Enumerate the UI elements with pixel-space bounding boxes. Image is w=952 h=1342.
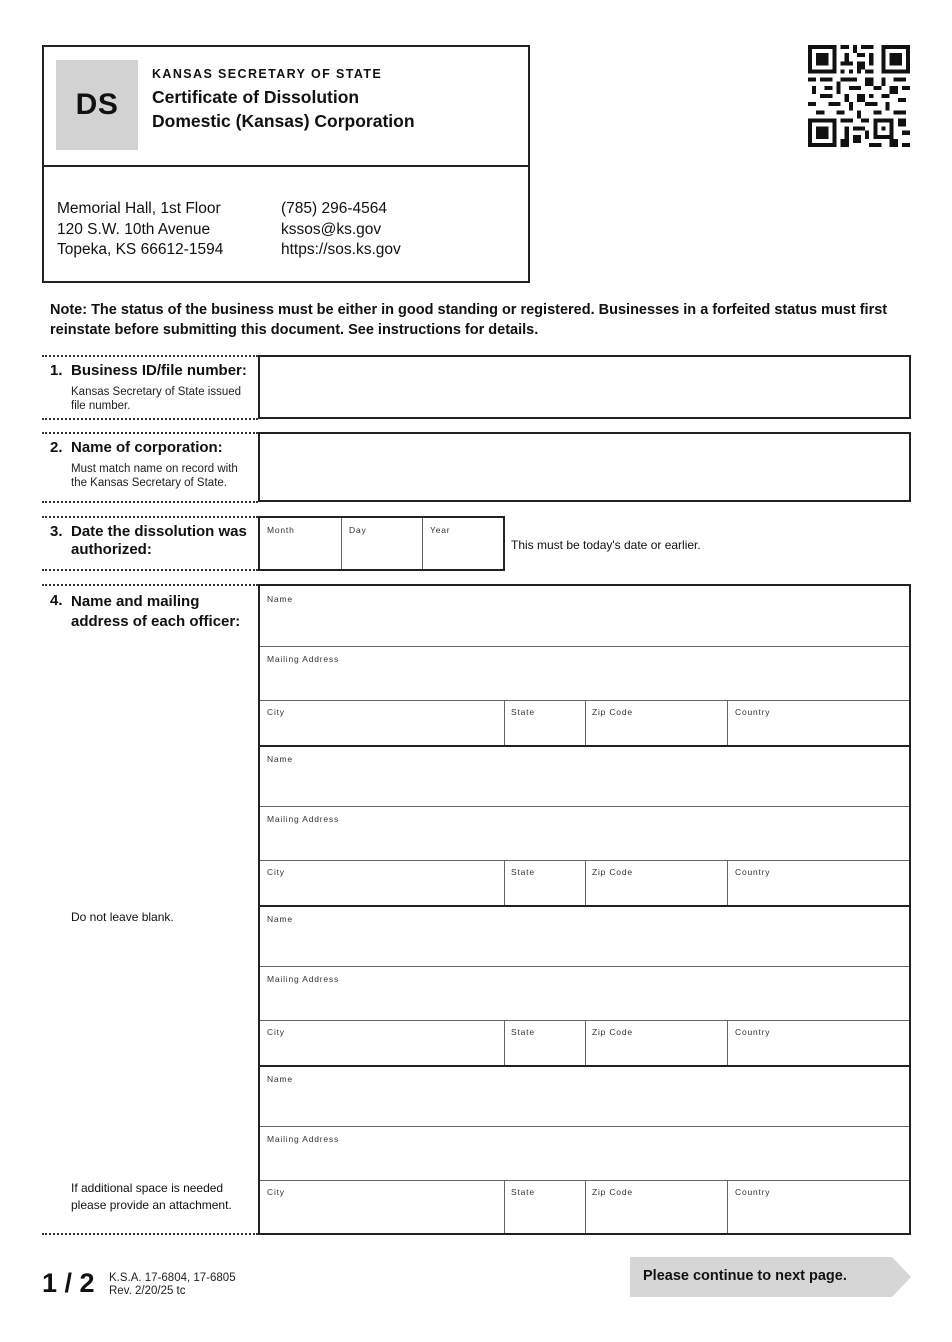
field-label-corporation-name: Name of corporation:	[71, 439, 223, 456]
continue-banner	[630, 1257, 911, 1297]
name-label: Name	[267, 914, 293, 924]
field-label-business-id: Business ID/file number:	[71, 362, 247, 379]
name-label: Name	[267, 1074, 293, 1084]
officer-city-field[interactable]	[260, 700, 504, 746]
zip-code-label: Zip Code	[592, 1027, 633, 1037]
zip-code-label: Zip Code	[592, 707, 633, 717]
city-label: City	[267, 867, 285, 877]
month-field[interactable]	[260, 518, 340, 569]
officer-country-field[interactable]	[728, 1020, 909, 1066]
document-title: Certificate of Dissolution	[152, 87, 360, 107]
officer-state-field[interactable]	[505, 860, 585, 906]
field-divider	[42, 516, 258, 518]
officer-address-field[interactable]	[260, 1126, 909, 1180]
continue-text: Please continue to next page.	[643, 1268, 847, 1284]
mailing-address-label: Mailing Address	[267, 1134, 340, 1144]
state-label: State	[511, 707, 535, 717]
officer-state-field[interactable]	[505, 1020, 585, 1066]
officer-state-field[interactable]	[505, 700, 585, 746]
officer-country-field[interactable]	[728, 700, 909, 746]
country-label: Country	[735, 867, 771, 877]
city-label: City	[267, 1027, 285, 1037]
officer-city-field[interactable]	[260, 860, 504, 906]
field-number: 1.	[50, 362, 63, 379]
officer-name-field[interactable]	[260, 906, 909, 966]
name-label: Name	[267, 754, 293, 764]
officer-city-field[interactable]	[260, 1020, 504, 1066]
officer-zip-field[interactable]	[586, 700, 727, 746]
day-field[interactable]	[341, 518, 421, 569]
website-url: https://sos.ks.gov	[281, 241, 401, 258]
officer-address-field[interactable]	[260, 806, 909, 860]
field-number: 3.	[50, 523, 63, 540]
office-address	[57, 199, 223, 261]
field-number: 4.	[50, 592, 63, 609]
address-line: Memorial Hall, 1st Floor	[57, 200, 221, 217]
field-divider	[42, 355, 258, 357]
zip-code-label: Zip Code	[592, 867, 633, 877]
statute-text: K.S.A. 17-6804, 17-6805	[109, 1272, 236, 1284]
mailing-address-label: Mailing Address	[267, 814, 340, 824]
officer-state-field[interactable]	[505, 1180, 585, 1233]
statute-reference	[109, 1272, 236, 1297]
office-contact	[281, 199, 401, 261]
field-divider	[42, 569, 258, 571]
officer-zip-field[interactable]	[586, 1180, 727, 1233]
do-not-leave-blank-note: Do not leave blank.	[71, 910, 174, 924]
business-id-input[interactable]	[258, 355, 911, 419]
field-divider	[42, 418, 258, 420]
name-label: Name	[267, 594, 293, 604]
field-divider	[42, 501, 258, 503]
officers-table	[258, 584, 911, 1235]
field-help-corporation-name: Must match name on record with the Kansas Secretary of State.	[71, 463, 238, 489]
date-hint: This must be today's date or earlier.	[511, 538, 701, 552]
document-subtitle: Domestic (Kansas) Corporation	[152, 111, 415, 131]
field-divider	[42, 1233, 258, 1235]
attachment-note: If additional space is needed please provide an attachment.	[71, 1181, 232, 1212]
officer-address-field[interactable]	[260, 966, 909, 1020]
state-label: State	[511, 1027, 535, 1037]
country-label: Country	[735, 1187, 771, 1197]
officer-city-field[interactable]	[260, 1180, 504, 1233]
corporation-name-input[interactable]	[258, 432, 911, 502]
form-code-badge: DS	[56, 60, 138, 150]
year-label: Year	[430, 525, 451, 535]
header-title-section	[44, 47, 528, 167]
country-label: Country	[735, 707, 771, 717]
phone-number: (785) 296-4564	[281, 200, 387, 217]
field-number: 2.	[50, 439, 63, 456]
revision-text: Rev. 2/20/25 tc	[109, 1284, 186, 1297]
officer-address-field[interactable]	[260, 646, 909, 700]
address-line: 120 S.W. 10th Avenue	[57, 220, 211, 238]
email-address: kssos@ks.gov	[281, 220, 382, 238]
mailing-address-label: Mailing Address	[267, 654, 340, 664]
year-field[interactable]	[422, 518, 503, 569]
field-label-dissolution-date: Date the dissolution was authorized:	[71, 523, 247, 558]
agency-name: KANSAS SECRETARY OF STATE	[152, 67, 383, 81]
officer-country-field[interactable]	[728, 1180, 909, 1233]
officer-zip-field[interactable]	[586, 1020, 727, 1066]
state-label: State	[511, 1187, 535, 1197]
field-help-business-id: Kansas Secretary of State issued file number.	[71, 386, 242, 412]
field-divider	[42, 584, 258, 586]
officer-name-field[interactable]	[260, 746, 909, 806]
country-label: Country	[735, 1027, 771, 1037]
field-label-officers: Name and mailing address of each officer:	[71, 593, 241, 630]
state-label: State	[511, 867, 535, 877]
officer-name-field[interactable]	[260, 1066, 909, 1126]
officer-country-field[interactable]	[728, 860, 909, 906]
day-label: Day	[349, 525, 367, 535]
city-label: City	[267, 1187, 285, 1197]
zip-code-label: Zip Code	[592, 1187, 633, 1197]
header-box	[42, 45, 530, 283]
qr-code-icon	[808, 45, 910, 147]
field-divider	[42, 432, 258, 434]
officer-name-field[interactable]	[260, 586, 909, 646]
address-line: Topeka, KS 66612-1594	[57, 241, 224, 258]
mailing-address-label: Mailing Address	[267, 974, 340, 984]
month-label: Month	[267, 525, 295, 535]
officer-zip-field[interactable]	[586, 860, 727, 906]
city-label: City	[267, 707, 285, 717]
status-note: Note: The status of the business must be either in good standing or registered. Businesses in a forfeited status must first reinstate before submitting this document. See instructions for details.	[50, 302, 888, 338]
page-number: 1 / 2	[42, 1268, 95, 1298]
